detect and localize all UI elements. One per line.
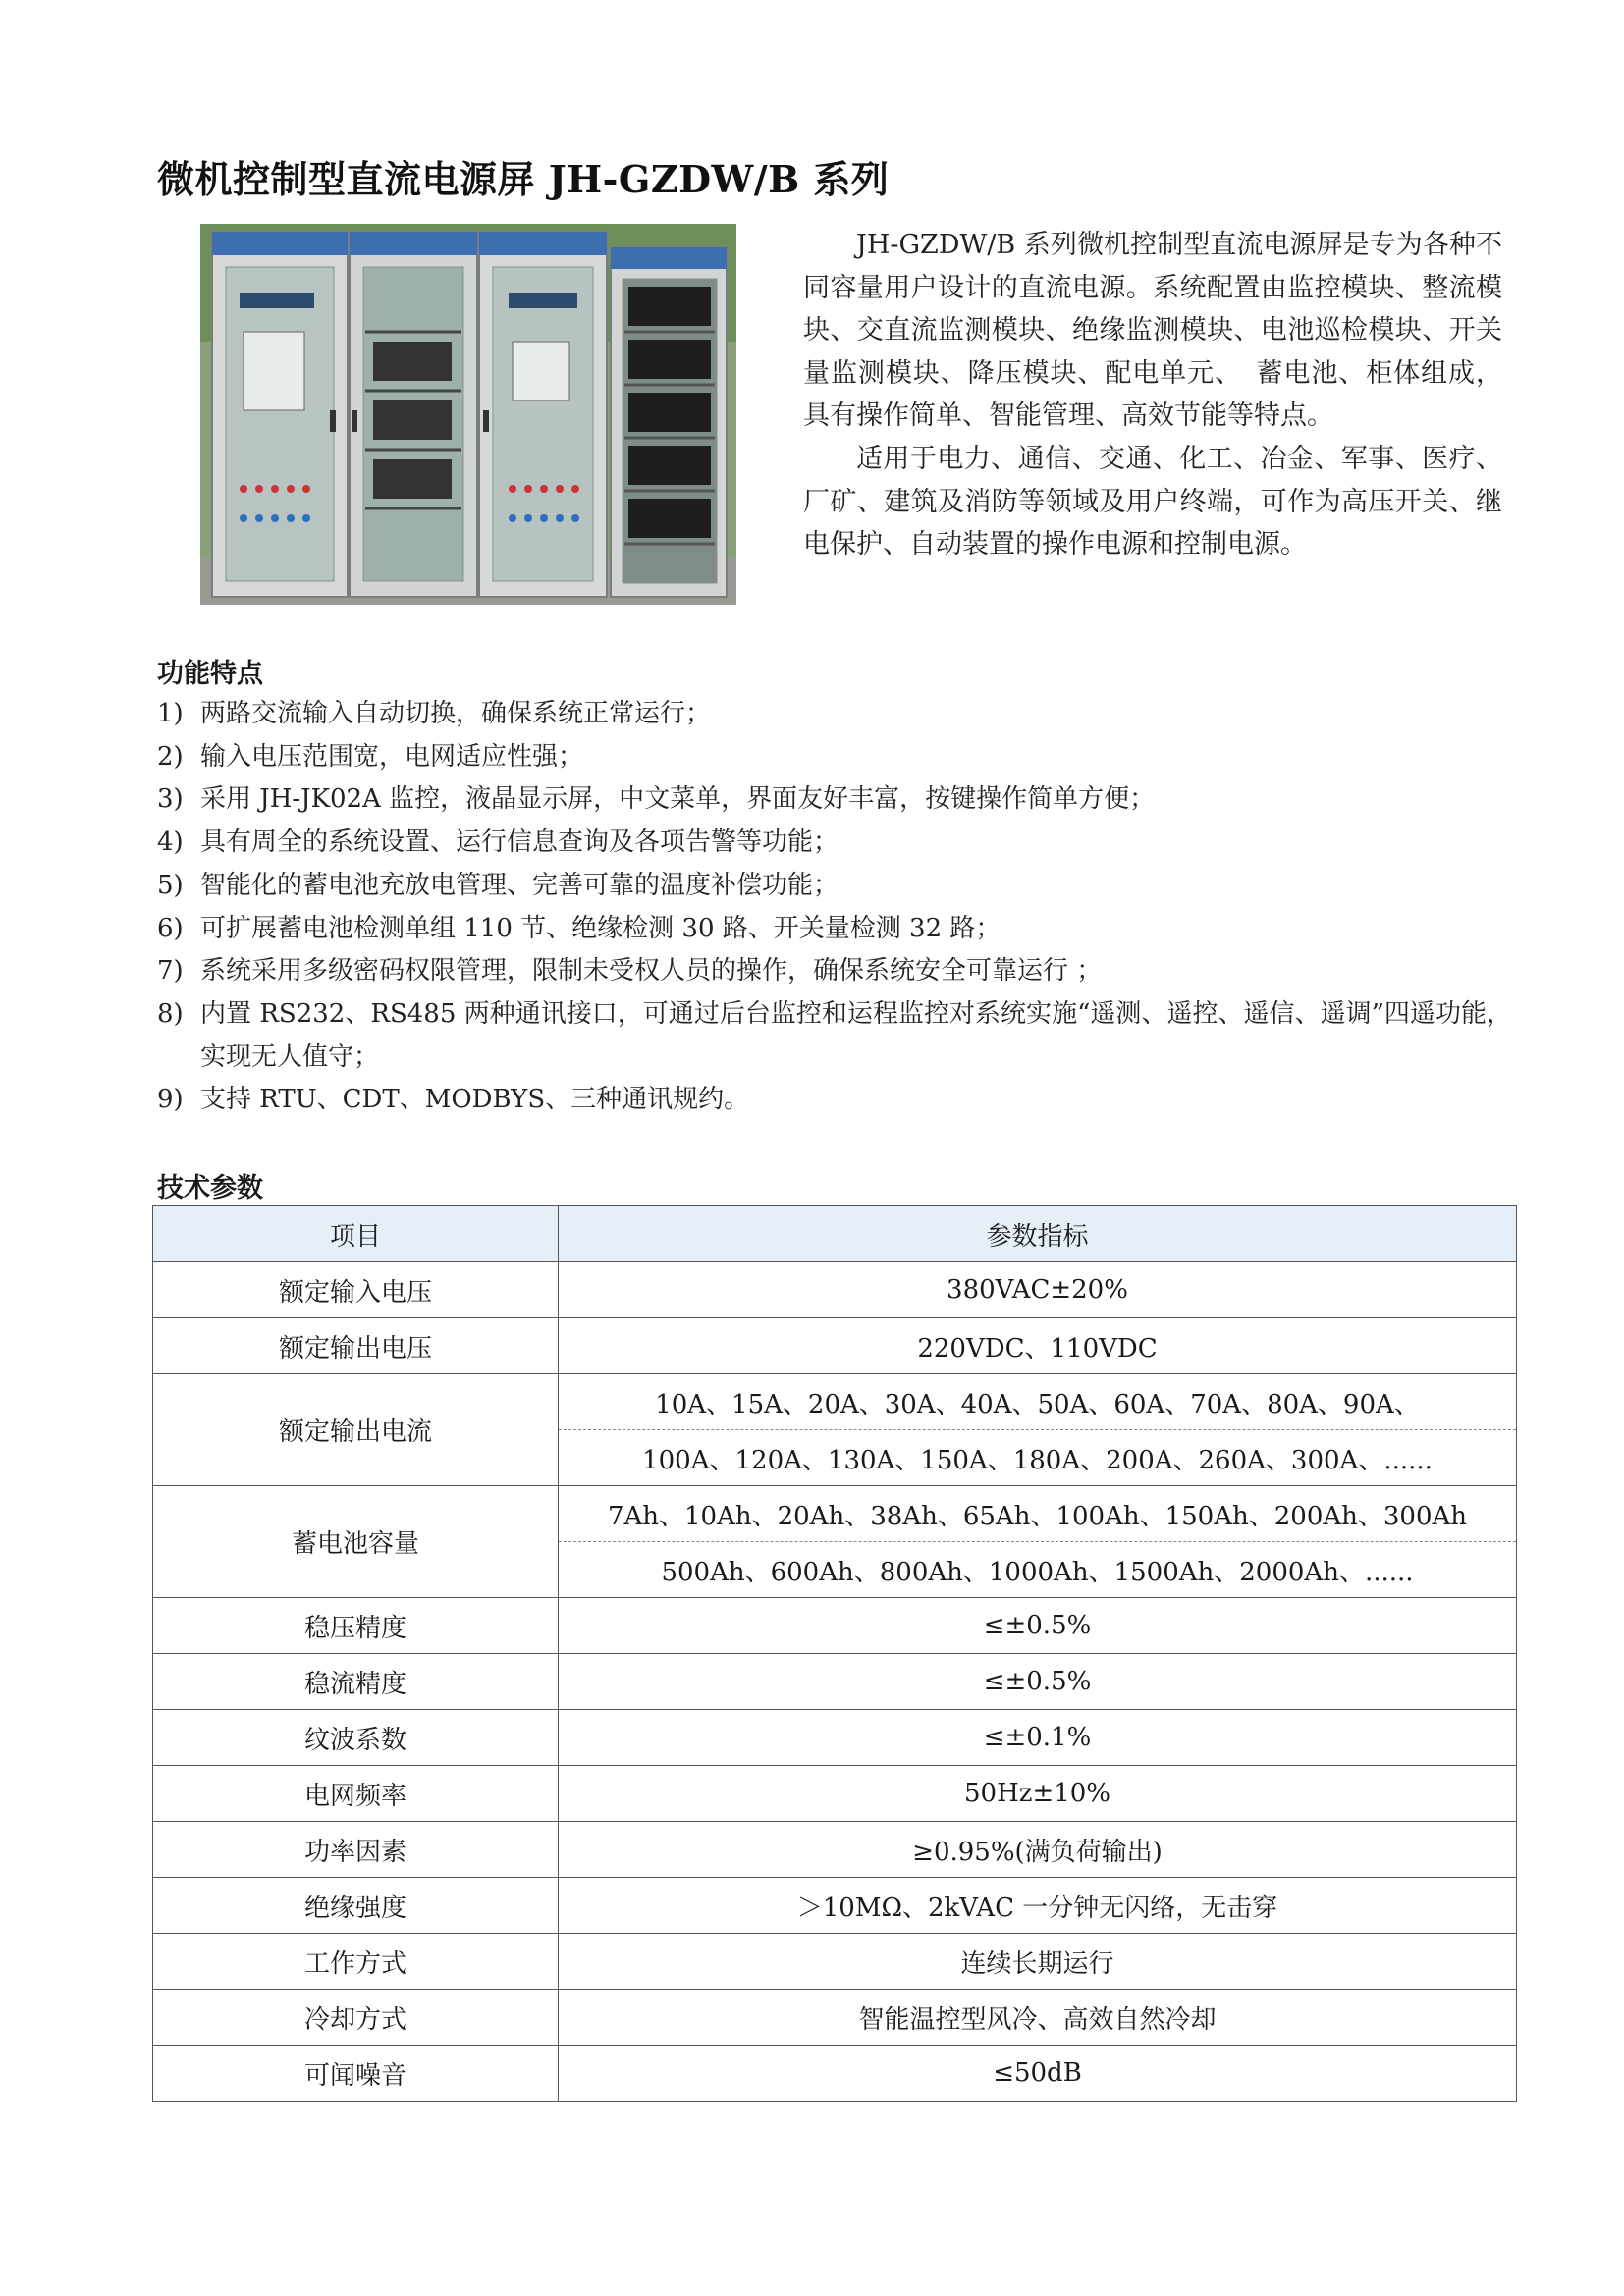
param-name-cell: 稳流精度 (153, 1654, 559, 1710)
features-list (157, 693, 1512, 1122)
feature-number: 1) (157, 699, 184, 728)
feature-text: 输入电压范围宽，电网适应性强； (200, 741, 584, 772)
spec-header-row (153, 1206, 1517, 1262)
param-name-cell: 额定输出电压 (153, 1318, 559, 1374)
param-value-cell: 10A、15A、20A、30A、40A、50A、60A、70A、80A、90A、 (559, 1374, 1517, 1430)
param-name-cell: 功率因素 (153, 1822, 559, 1878)
param-name-cell: 稳压精度 (153, 1598, 559, 1654)
param-value-cell: ＞10MΩ、2kVAC 一分钟无闪络，无击穿 (559, 1878, 1517, 1934)
feature-item (157, 1079, 1512, 1122)
param-value-cell: ≤50dB (559, 2046, 1517, 2102)
table-row (153, 1262, 1517, 1318)
feature-number: 3) (157, 784, 184, 815)
feature-text: 可扩展蓄电池检测单组 110 节、绝缘检测 30 路、开关量检测 32 路； (200, 913, 1001, 943)
feature-number: 6) (157, 913, 184, 943)
feature-text: 具有周全的系统设置、运行信息查询及各项告警等功能； (200, 828, 839, 858)
feature-number: 5) (157, 870, 184, 900)
feature-number: 4) (157, 828, 184, 858)
param-name-cell: 电网频率 (153, 1766, 559, 1822)
param-value-cell: 智能温控型风冷、高效自然冷却 (559, 1990, 1517, 2046)
param-value-cell: ≥0.95%(满负荷输出) (559, 1822, 1517, 1878)
feature-item (157, 778, 1512, 822)
param-value-cell: 50Hz±10% (559, 1766, 1517, 1822)
param-name-cell: 可闻噪音 (153, 2046, 559, 2102)
table-row (153, 1766, 1517, 1822)
param-value-cell: 380VAC±20% (559, 1262, 1517, 1318)
param-value-cell: ≤±0.5% (559, 1654, 1517, 1710)
params-heading: 技术参数 (157, 1173, 263, 1203)
intro-text (803, 224, 1502, 566)
table-row (153, 1878, 1517, 1934)
feature-text: 内置 RS232、RS485 两种通讯接口，可通过后台监控和运程监控对系统实施“遥测、遥控、遥信、遥调”四遥功能，实现无人值守； (200, 998, 1512, 1072)
table-row (153, 1934, 1517, 1990)
table-row (153, 2046, 1517, 2102)
feature-text: 系统采用多级密码权限管理，限制未受权人员的操作，确保系统安全可靠运行 ； (200, 956, 1103, 987)
spec-table (152, 1205, 1517, 2102)
feature-item (157, 736, 1512, 779)
param-value-cell: 500Ah、600Ah、800Ah、1000Ah、1500Ah、2000Ah、...... (559, 1542, 1517, 1598)
param-name-cell: 绝缘强度 (153, 1878, 559, 1934)
table-row (153, 1318, 1517, 1374)
table-row (153, 1374, 1517, 1430)
feature-number: 2) (157, 741, 184, 772)
feature-item (157, 693, 1512, 736)
col-header-value: 参数指标 (559, 1206, 1517, 1262)
table-row (153, 1486, 1517, 1542)
product-photo (200, 224, 736, 605)
feature-number: 8) (157, 998, 184, 1029)
table-row (153, 1822, 1517, 1878)
table-row (153, 1710, 1517, 1766)
feature-text: 采用 JH-JK02A 监控，液晶显示屏，中文菜单，界面友好丰富，按键操作简单方便； (200, 784, 1156, 815)
param-value-cell: 220VDC、110VDC (559, 1318, 1517, 1374)
feature-item (157, 822, 1512, 865)
param-value-cell: 100A、120A、130A、150A、180A、200A、260A、300A、...... (559, 1430, 1517, 1486)
param-value-cell: 7Ah、10Ah、20Ah、38Ah、65Ah、100Ah、150Ah、200Ah、300Ah (559, 1486, 1517, 1542)
feature-item (157, 993, 1512, 1079)
param-name-cell: 额定输出电流 (153, 1374, 559, 1486)
page-title: 微机控制型直流电源屏 JH-GZDW/B 系列 (157, 157, 890, 201)
features-heading: 功能特点 (157, 659, 263, 689)
param-name-cell: 额定输入电压 (153, 1262, 559, 1318)
param-name-cell: 冷却方式 (153, 1990, 559, 2046)
param-name-cell: 纹波系数 (153, 1710, 559, 1766)
table-row (153, 1654, 1517, 1710)
table-row (153, 1598, 1517, 1654)
param-value-cell: 连续长期运行 (559, 1934, 1517, 1990)
param-value-cell: ≤±0.1% (559, 1710, 1517, 1766)
feature-item (157, 908, 1512, 951)
col-header-item: 项目 (153, 1206, 559, 1262)
feature-item (157, 865, 1512, 908)
table-row (153, 1990, 1517, 2046)
feature-text: 两路交流输入自动切换，确保系统正常运行； (200, 699, 712, 728)
param-value-cell: ≤±0.5% (559, 1598, 1517, 1654)
feature-text: 支持 RTU、CDT、MODBYS、三种通讯规约。 (200, 1085, 750, 1115)
param-name-cell: 蓄电池容量 (153, 1486, 559, 1598)
intro-paragraph: JH-GZDW/B 系列微机控制型直流电源屏是专为各种不同容量用户设计的直流电源。系统配置由监控模块、整流模块、交直流监测模块、绝缘监测模块、电池巡检模块、开关量监测模块、降压模块、配电单元、 蓄电池、柜体组成，具有操作简单、智能管理、高效节能等特点。 (803, 230, 1502, 432)
param-name-cell: 工作方式 (153, 1934, 559, 1990)
feature-text: 智能化的蓄电池充放电管理、完善可靠的温度补偿功能； (200, 870, 839, 900)
feature-item (157, 950, 1512, 993)
feature-number: 7) (157, 956, 184, 987)
intro-paragraph: 适用于电力、通信、交通、化工、冶金、军事、医疗、厂矿、建筑及消防等领域及用户终端，可作为高压开关、继电保护、自动装置的操作电源和控制电源。 (803, 443, 1502, 561)
feature-number: 9) (157, 1085, 184, 1115)
